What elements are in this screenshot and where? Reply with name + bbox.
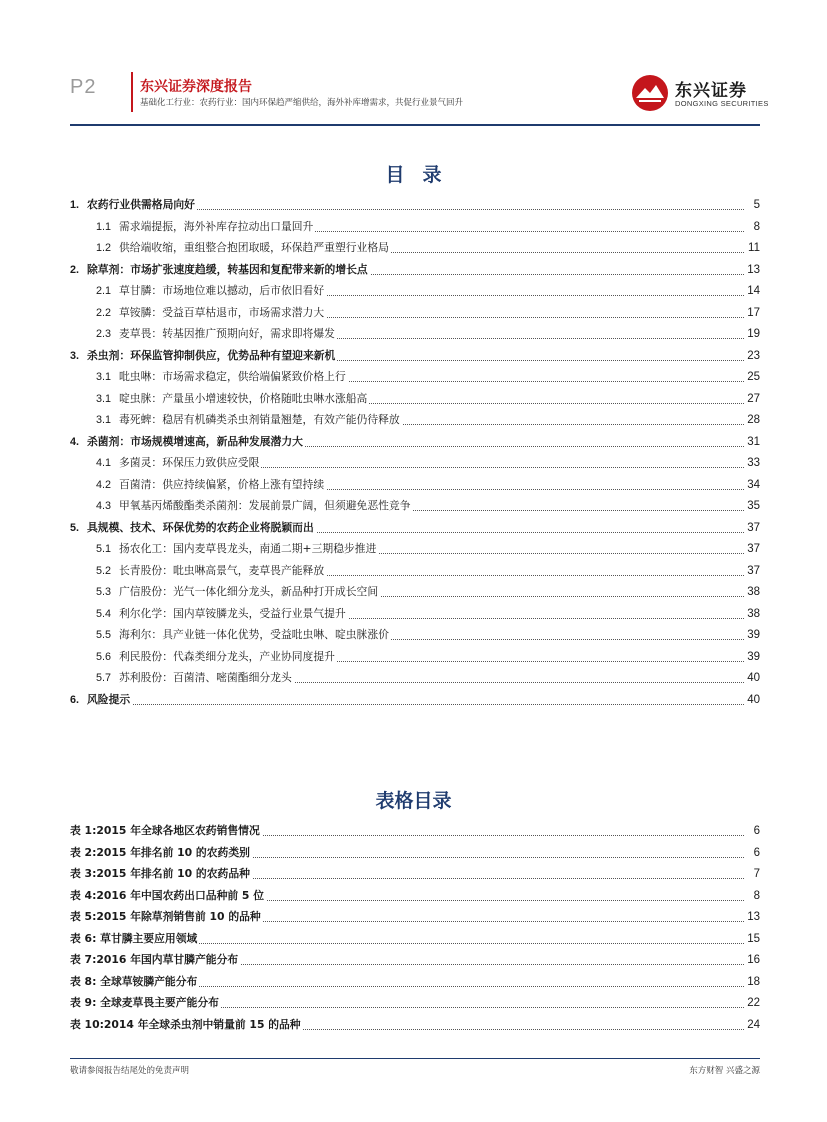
entry-page-number: 13 [745, 261, 760, 279]
entry-title: 甲氧基丙烯酸酯类杀菌剂：发展前景广阔，但须避免恶性竞争 [119, 499, 411, 512]
entry-text [96, 540, 378, 558]
toc-entry[interactable] [70, 648, 760, 666]
entry-page-number: 38 [745, 605, 760, 623]
entry-text [96, 562, 326, 580]
entry-title: 具规模、技术、环保优势的农药企业将脱颖而出 [87, 520, 314, 534]
entry-title: 苏利股份：百菌清、嘧菌酯细分龙头 [119, 671, 292, 684]
entry-title: 表 5:2015 年除草剂销售前 10 的品种 [70, 910, 261, 923]
entry-text [70, 196, 197, 214]
entry-page-number: 37 [745, 519, 760, 537]
dot-leader [70, 704, 744, 705]
entry-title: 除草剂：市场扩张速度趋缓，转基因和复配带来新的增长点 [87, 262, 368, 276]
logo-chinese-name: 东兴证券 [675, 81, 747, 101]
toc-entry[interactable] [70, 347, 760, 365]
entry-text [96, 605, 348, 623]
entry-number: 4. [70, 435, 80, 448]
toc-entry[interactable] [70, 433, 760, 451]
entry-title: 利尔化学：国内草铵膦龙头，受益行业景气提升 [119, 606, 346, 620]
entry-page-number: 8 [752, 887, 760, 905]
entry-number: 4.3 [96, 500, 112, 512]
entry-text [70, 347, 337, 365]
entry-title: 表 7:2016 年国内草甘膦产能分布 [70, 953, 239, 966]
entry-text [70, 908, 263, 926]
entry-number: 1.2 [96, 242, 112, 254]
toc-title: 目录 [385, 164, 460, 186]
toc-entry[interactable] [70, 261, 760, 279]
entry-number: 2.2 [96, 306, 112, 319]
table-list-entry[interactable] [70, 887, 760, 905]
entry-number: 3. [70, 349, 80, 362]
entry-title: 麦草畏：转基因推广预期向好，需求即将爆发 [119, 327, 335, 340]
toc-entry[interactable] [70, 411, 760, 429]
entry-title: 表 3:2015 年排名前 10 的农药品种 [70, 867, 250, 880]
entry-page-number: 31 [745, 433, 760, 451]
entry-title: 表 9: 全球麦草畏主要产能分布 [70, 996, 219, 1009]
logo-english-name: DONGXING SECURITIES [675, 99, 769, 108]
entry-number: 1.1 [96, 220, 112, 233]
entry-page-number: 5 [752, 196, 760, 214]
entry-page-number: 19 [745, 325, 760, 343]
toc-entry[interactable] [70, 304, 760, 322]
report-brand-title: 东兴证券深度报告 [140, 79, 252, 95]
table-list-entry[interactable] [70, 994, 760, 1012]
table-list-entry[interactable] [70, 908, 760, 926]
entry-page-number: 7 [752, 865, 760, 883]
entry-page-number: 6 [752, 822, 760, 840]
entry-text [96, 669, 294, 687]
entry-number: 4.2 [96, 478, 112, 491]
entry-title: 多菌灵：环保压力致供应受限 [119, 456, 260, 469]
entry-text [96, 368, 348, 386]
toc-entry[interactable] [70, 540, 760, 558]
entry-page-number: 40 [745, 691, 760, 709]
entry-page-number: 27 [745, 390, 760, 408]
toc-entry[interactable] [70, 454, 760, 472]
toc-entry[interactable] [70, 282, 760, 300]
entry-page-number: 35 [745, 497, 760, 515]
entry-text [96, 476, 326, 494]
toc-entry[interactable] [70, 605, 760, 623]
entry-title: 表 10:2014 年全球杀虫剂中销量前 15 的品种 [70, 1017, 301, 1031]
entry-text [96, 390, 369, 408]
entry-title: 百菌清：供应持续偏紧，价格上涨有望持续 [119, 477, 325, 491]
entry-page-number: 23 [745, 347, 760, 365]
entry-page-number: 22 [745, 994, 760, 1012]
entry-title: 草铵膦：受益百草枯退市，市场需求潜力大 [119, 305, 325, 319]
page-number: P2 [70, 76, 97, 98]
entry-title: 风险提示 [87, 692, 131, 706]
entry-text [70, 930, 199, 948]
entry-page-number: 8 [752, 218, 760, 236]
entry-page-number: 13 [745, 908, 760, 926]
footer-divider [70, 1058, 760, 1059]
header-divider [70, 124, 760, 126]
entry-number: 5.2 [96, 564, 112, 577]
entry-text [70, 844, 252, 862]
toc-entry[interactable] [70, 476, 760, 494]
entry-text [70, 433, 305, 451]
toc-entry[interactable] [70, 626, 760, 644]
entry-number: 5.3 [96, 586, 112, 598]
entry-page-number: 38 [745, 583, 760, 601]
entry-number: 3.1 [96, 414, 112, 426]
entry-number: 5.4 [96, 607, 112, 620]
entry-number: 3.1 [96, 392, 112, 405]
toc-entry[interactable] [70, 325, 760, 343]
entry-title: 需求端提振，海外补库存拉动出口量回升 [119, 219, 314, 233]
table-list-entry[interactable] [70, 865, 760, 883]
entry-text [70, 691, 132, 709]
toc-entry[interactable] [70, 583, 760, 601]
toc-entry[interactable] [70, 390, 760, 408]
table-list-entry[interactable] [70, 973, 760, 991]
table-list-entry[interactable] [70, 951, 760, 969]
toc-entry[interactable] [70, 691, 760, 709]
header-accent-bar [131, 72, 133, 112]
entry-text [70, 973, 199, 991]
entry-title: 啶虫脒：产量虽小增速较快，价格随吡虫啉水涨船高 [119, 391, 368, 405]
entry-number: 5.7 [96, 672, 112, 684]
entry-text [96, 583, 380, 601]
entry-page-number: 17 [745, 304, 760, 322]
entry-title: 海利尔：具产业链一体化优势，受益吡虫啉、啶虫脒涨价 [119, 628, 389, 641]
entry-text [70, 1016, 303, 1034]
entry-text [96, 282, 326, 300]
logo-mark-icon [631, 74, 669, 112]
entry-page-number: 6 [752, 844, 760, 862]
entry-text [70, 951, 240, 969]
entry-number: 4.1 [96, 457, 112, 469]
entry-page-number: 39 [745, 626, 760, 644]
entry-title: 杀虫剂：环保监管抑制供应，优势品种有望迎来新机 [87, 348, 336, 362]
table-list-entry[interactable] [70, 930, 760, 948]
entry-title: 表 6: 草甘膦主要应用领域 [70, 931, 198, 945]
entry-text [96, 497, 413, 515]
toc-entry[interactable] [70, 562, 760, 580]
entry-text [70, 822, 262, 840]
entry-title: 扬农化工：国内麦草畏龙头，南通二期+三期稳步推进 [119, 542, 377, 555]
toc-entry[interactable] [70, 218, 760, 236]
entry-number: 5.6 [96, 650, 112, 663]
entry-page-number: 33 [745, 454, 760, 472]
toc-entry[interactable] [70, 368, 760, 386]
entry-page-number: 18 [745, 973, 760, 991]
entry-number: 2.1 [96, 285, 112, 297]
entry-text [96, 411, 402, 429]
entry-title: 表 2:2015 年排名前 10 的农药类别 [70, 845, 250, 859]
toc-entry[interactable] [70, 519, 760, 537]
table-list-entry[interactable] [70, 1016, 760, 1034]
entry-number: 2. [70, 263, 80, 276]
entry-page-number: 28 [745, 411, 760, 429]
table-list-entry[interactable] [70, 844, 760, 862]
entry-page-number: 15 [745, 930, 760, 948]
entry-page-number: 11 [746, 239, 760, 257]
entry-title: 毒死蜱：稳居有机磷类杀虫剂销量翘楚，有效产能仍待释放 [119, 413, 400, 426]
entry-title: 表 1:2015 年全球各地区农药销售情况 [70, 824, 260, 837]
table-list-title: 表格目录 [375, 790, 452, 812]
entry-title: 供给端收缩，重组整合抱团取暖，环保趋严重塑行业格局 [119, 241, 389, 254]
table-list-entry[interactable] [70, 822, 760, 840]
entry-page-number: 37 [745, 562, 760, 580]
entry-text [70, 994, 221, 1012]
entry-title: 表 4:2016 年中国农药出口品种前 5 位 [70, 888, 264, 902]
entry-text [96, 304, 326, 322]
entry-text [96, 218, 315, 236]
entry-title: 长青股份：吡虫啉高景气，麦草畏产能释放 [119, 563, 325, 577]
entry-number: 2.3 [96, 328, 112, 340]
entry-number: 5.5 [96, 629, 112, 641]
entry-number: 1. [70, 199, 80, 211]
entry-text [70, 519, 316, 537]
footer-slogan: 东方财智 兴盛之源 [689, 1066, 760, 1076]
entry-page-number: 40 [745, 669, 760, 687]
toc-entry[interactable] [70, 196, 760, 214]
entry-title: 利民股份：代森类细分龙头，产业协同度提升 [119, 649, 335, 663]
entry-text [96, 626, 391, 644]
entry-page-number: 39 [745, 648, 760, 666]
toc-entry[interactable] [70, 669, 760, 687]
entry-title: 农药行业供需格局向好 [87, 198, 195, 211]
entry-page-number: 34 [745, 476, 760, 494]
entry-number: 5.1 [96, 543, 112, 555]
company-logo [631, 74, 769, 118]
toc-entry[interactable] [70, 497, 760, 515]
entry-title: 表 8: 全球草铵膦产能分布 [70, 974, 198, 988]
report-subtitle: 基础化工行业：农药行业：国内环保趋严缩供给，海外补库增需求，共促行业景气回升 [140, 98, 464, 108]
entry-text [96, 239, 391, 257]
entry-page-number: 16 [745, 951, 760, 969]
entry-text [96, 325, 337, 343]
entry-text [96, 454, 261, 472]
entry-title: 吡虫啉：市场需求稳定，供给端偏紧致价格上行 [119, 370, 346, 383]
entry-page-number: 25 [745, 368, 760, 386]
entry-text [70, 887, 266, 905]
entry-page-number: 37 [745, 540, 760, 558]
entry-number: 5. [70, 521, 80, 534]
footer-disclaimer: 敬请参阅报告结尾处的免责声明 [70, 1066, 190, 1076]
entry-text [70, 865, 252, 883]
entry-title: 草甘膦：市场地位难以撼动，后市依旧看好 [119, 284, 325, 297]
entry-text [96, 648, 337, 666]
entry-number: 6. [70, 693, 80, 706]
entry-number: 3.1 [96, 371, 112, 383]
entry-page-number: 14 [745, 282, 760, 300]
toc-entry[interactable] [70, 239, 760, 257]
entry-title: 广信股份：光气一体化细分龙头，新品种打开成长空间 [119, 585, 379, 598]
entry-page-number: 24 [745, 1016, 760, 1034]
entry-text [70, 261, 370, 279]
entry-title: 杀菌剂：市场规模增速高，新品种发展潜力大 [87, 434, 303, 448]
